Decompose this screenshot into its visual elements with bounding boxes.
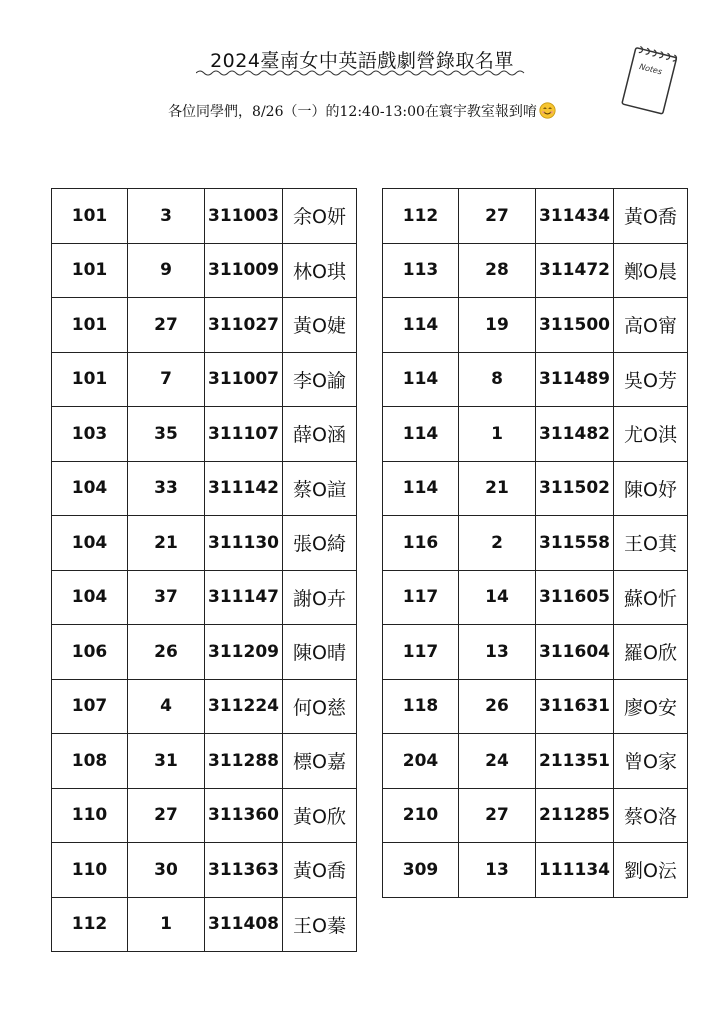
class-cell: 117	[383, 625, 459, 680]
class-cell: 117	[383, 570, 459, 625]
seat-cell: 27	[128, 298, 205, 353]
name-cell: 陳O晴	[283, 625, 357, 680]
table-row	[52, 897, 357, 952]
seat-cell: 7	[128, 352, 205, 407]
seat-cell: 37	[128, 570, 205, 625]
seat-cell: 1	[128, 897, 205, 952]
seat-cell: 13	[459, 843, 536, 898]
student-id-cell: 311500	[536, 298, 614, 353]
name-cell: 王O蓁	[283, 897, 357, 952]
student-id-cell: 311288	[205, 734, 283, 789]
seat-cell: 9	[128, 243, 205, 298]
student-id-cell: 311558	[536, 516, 614, 571]
student-id-cell: 311360	[205, 788, 283, 843]
student-id-cell: 311502	[536, 461, 614, 516]
table-row	[383, 679, 688, 734]
name-cell: 尤O淇	[614, 407, 688, 462]
student-id-cell: 311209	[205, 625, 283, 680]
table-row	[52, 843, 357, 898]
table-row	[383, 625, 688, 680]
seat-cell: 3	[128, 189, 205, 244]
seat-cell: 26	[128, 625, 205, 680]
name-cell: 何O慈	[283, 679, 357, 734]
roster-table-right	[382, 188, 688, 898]
seat-cell: 14	[459, 570, 536, 625]
seat-cell: 4	[128, 679, 205, 734]
class-cell: 116	[383, 516, 459, 571]
name-cell: 薛O涵	[283, 407, 357, 462]
class-cell: 110	[52, 843, 128, 898]
seat-cell: 27	[459, 189, 536, 244]
seat-cell: 2	[459, 516, 536, 571]
name-cell: 李O諭	[283, 352, 357, 407]
class-cell: 101	[52, 352, 128, 407]
student-id-cell: 311107	[205, 407, 283, 462]
student-id-cell: 311363	[205, 843, 283, 898]
table-row	[52, 788, 357, 843]
table-row	[52, 243, 357, 298]
table-row	[383, 843, 688, 898]
student-id-cell: 211351	[536, 734, 614, 789]
student-id-cell: 311604	[536, 625, 614, 680]
table-row	[383, 243, 688, 298]
table-row	[52, 625, 357, 680]
table-row	[383, 734, 688, 789]
class-cell: 114	[383, 407, 459, 462]
table-row	[383, 407, 688, 462]
student-id-cell: 311631	[536, 679, 614, 734]
name-cell: 黃O婕	[283, 298, 357, 353]
class-cell: 107	[52, 679, 128, 734]
class-cell: 113	[383, 243, 459, 298]
table-row	[52, 298, 357, 353]
table-row	[52, 461, 357, 516]
table-row	[52, 189, 357, 244]
subtitle-text: 各位同學們，8/26（一）的12:40-13:00在寰宇教室報到唷	[168, 104, 537, 120]
student-id-cell: 311605	[536, 570, 614, 625]
table-row	[383, 352, 688, 407]
class-cell: 118	[383, 679, 459, 734]
class-cell: 114	[383, 298, 459, 353]
table-row	[52, 516, 357, 571]
name-cell: 高O甯	[614, 298, 688, 353]
table-row	[383, 788, 688, 843]
student-id-cell: 311007	[205, 352, 283, 407]
class-cell: 101	[52, 298, 128, 353]
name-cell: 曾O家	[614, 734, 688, 789]
student-id-cell: 311147	[205, 570, 283, 625]
seat-cell: 27	[128, 788, 205, 843]
class-cell: 112	[383, 189, 459, 244]
seat-cell: 27	[459, 788, 536, 843]
seat-cell: 13	[459, 625, 536, 680]
student-id-cell: 311224	[205, 679, 283, 734]
class-cell: 106	[52, 625, 128, 680]
table-row	[52, 679, 357, 734]
name-cell: 黃O喬	[614, 189, 688, 244]
class-cell: 114	[383, 352, 459, 407]
seat-cell: 26	[459, 679, 536, 734]
roster-table-left	[51, 188, 357, 952]
seat-cell: 21	[459, 461, 536, 516]
name-cell: 蔡O諠	[283, 461, 357, 516]
name-cell: 吳O芳	[614, 352, 688, 407]
class-cell: 210	[383, 788, 459, 843]
name-cell: 蘇O忻	[614, 570, 688, 625]
student-id-cell: 311027	[205, 298, 283, 353]
class-cell: 103	[52, 407, 128, 462]
class-cell: 108	[52, 734, 128, 789]
name-cell: 鄭O晨	[614, 243, 688, 298]
name-cell: 謝O卉	[283, 570, 357, 625]
seat-cell: 35	[128, 407, 205, 462]
student-id-cell: 311003	[205, 189, 283, 244]
seat-cell: 33	[128, 461, 205, 516]
class-cell: 112	[52, 897, 128, 952]
class-cell: 104	[52, 461, 128, 516]
student-id-cell: 111134	[536, 843, 614, 898]
table-row	[52, 570, 357, 625]
seat-cell: 24	[459, 734, 536, 789]
table-row	[52, 352, 357, 407]
seat-cell: 19	[459, 298, 536, 353]
seat-cell: 31	[128, 734, 205, 789]
name-cell: 黃O喬	[283, 843, 357, 898]
class-cell: 101	[52, 189, 128, 244]
class-cell: 104	[52, 516, 128, 571]
name-cell: 林O琪	[283, 243, 357, 298]
table-row	[383, 516, 688, 571]
page-title: 2024臺南女中英語戲劇營錄取名單	[210, 50, 514, 72]
smiling-face-icon	[539, 102, 556, 119]
class-cell: 104	[52, 570, 128, 625]
table-row	[52, 734, 357, 789]
student-id-cell: 211285	[536, 788, 614, 843]
student-id-cell: 311408	[205, 897, 283, 952]
wavy-underline	[196, 69, 528, 77]
name-cell: 王O萁	[614, 516, 688, 571]
name-cell: 標O嘉	[283, 734, 357, 789]
class-cell: 204	[383, 734, 459, 789]
seat-cell: 1	[459, 407, 536, 462]
table-row	[52, 407, 357, 462]
seat-cell: 30	[128, 843, 205, 898]
name-cell: 劉O沄	[614, 843, 688, 898]
student-id-cell: 311434	[536, 189, 614, 244]
table-row	[383, 189, 688, 244]
student-id-cell: 311009	[205, 243, 283, 298]
name-cell: 陳O妤	[614, 461, 688, 516]
class-cell: 309	[383, 843, 459, 898]
seat-cell: 8	[459, 352, 536, 407]
name-cell: 蔡O洛	[614, 788, 688, 843]
name-cell: 廖O安	[614, 679, 688, 734]
name-cell: 張O綺	[283, 516, 357, 571]
student-id-cell: 311482	[536, 407, 614, 462]
notebook-label: Notes	[638, 62, 663, 77]
name-cell: 黃O欣	[283, 788, 357, 843]
student-id-cell: 311130	[205, 516, 283, 571]
table-row	[383, 298, 688, 353]
seat-cell: 28	[459, 243, 536, 298]
table-row	[383, 570, 688, 625]
subtitle	[0, 101, 724, 121]
class-cell: 114	[383, 461, 459, 516]
class-cell: 110	[52, 788, 128, 843]
student-id-cell: 311489	[536, 352, 614, 407]
class-cell: 101	[52, 243, 128, 298]
name-cell: 羅O欣	[614, 625, 688, 680]
table-row	[383, 461, 688, 516]
student-id-cell: 311472	[536, 243, 614, 298]
name-cell: 余O妍	[283, 189, 357, 244]
student-id-cell: 311142	[205, 461, 283, 516]
seat-cell: 21	[128, 516, 205, 571]
